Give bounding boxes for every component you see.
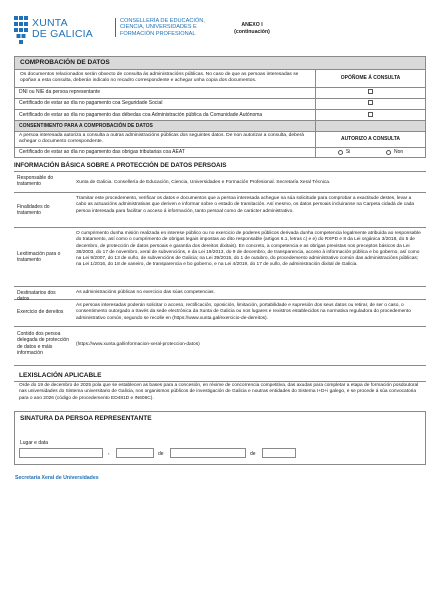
legislation-text: Orde do 19 de decembro de 2025 pola que se establecen as bases para a concesión, en réxime de concorrencia competitiva, das axudas para completar a etapa de formación posdoutoral nas universidades do Sistema universitario de Galicia, nos organismos públicos de investigación de Galicia e noutras entidades do Sistema I+D+i galego, e se procede á súa convocatoria para o ano 2026 (código de procedemento ED481D e IN606C). xyxy=(19,383,419,401)
day-field[interactable] xyxy=(116,448,154,458)
section-title: COMPROBACIÓN DE DATOS xyxy=(15,57,425,69)
oppose-checkbox[interactable] xyxy=(368,112,373,117)
place-date-label: Lugar e data xyxy=(20,440,49,446)
logo-line-1: XUNTA xyxy=(32,17,68,29)
dept-line: CONSELLERÍA DE EDUCACIÓN, xyxy=(120,18,205,24)
xunta-logo xyxy=(14,16,109,44)
oppose-header: OPÓÑOME Á CONSULTA xyxy=(315,70,425,86)
de-separator: de xyxy=(250,451,256,457)
de-separator: de xyxy=(158,451,164,457)
oppose-checkbox[interactable] xyxy=(368,100,373,105)
year-field[interactable] xyxy=(262,448,296,458)
privacy-row-text: Tramitar este procedemento, verificar os datos e documentos que a persoa interesada achegue na súa solicitude para comprobar a exactitude destes, levar a cabo as actuacións administrativas que deriven e informar sobre o estado de tramitación. Así mesmo, os datos persoais incluiranse na Carpeta cidadá de cada persoa interesada para facilitar o acceso á información, tanto persoal como de carácter administrativo. xyxy=(76,196,415,214)
privacy-title: INFORMACIÓN BÁSICA SOBRE A PROTECCIÓN DE DATOS PERSOAIS xyxy=(14,162,227,169)
place-field[interactable] xyxy=(19,448,103,458)
privacy-row-text: O cumprimento dunha misión realizada en interese público ou no exercicio de poderes públicos derivada dunha competencia legalmente atribuída ao responsable do tratamento, así como o cumprimento de obrigas legais impostas ao dito responsable (artigos 6.1, letras c) e e) do RXPD e 8 da Lei orgánica 3/2018, do 5 de decembro, de protección de datos persoais e garantía dos dereitos dixitais). En concreto, a competencia e as obrigas previstas nos preceptos básicos da Lei 38/2003, do 17 de novembro, xeral de subvencións, e da Lei 19/2013, do 9 de decembro, de transparencia, acceso á información pública e bo goberno, así como na Lei 9/2007, do 13 de xuño, de subvencións de Galicia; na Lei 39/2015, do 1 de outubro, do procedemento administrativo común das administracións públicas; na Lei 1/2016, do 18 de xaneiro, de transparencia e bo goberno, e na Lei 4/2019, do 17 de xullo, de administración dixital de Galicia. xyxy=(76,231,421,268)
consent-item: Certificado de estar ao día no pagamento das obrigas tributarias coa AEAT xyxy=(19,149,185,156)
privacy-row xyxy=(14,288,426,303)
yes-option[interactable] xyxy=(338,149,350,155)
verification-item: Certificado de estar ao día no pagamento das débedas coa Administración pública da Comunidade Autónoma xyxy=(19,111,263,118)
privacy-row-text: Xunta de Galicia. Consellería de Educación, Ciencia, Universidades e Formación Profesional. Secretaría Xeral Técnica. xyxy=(76,180,331,185)
legislation-section xyxy=(14,371,426,406)
privacy-row-text: As administracións públicas no exercicio das súas competencias. xyxy=(76,290,215,295)
no-label: Non xyxy=(393,149,404,156)
yes-label: Si xyxy=(345,149,351,156)
dept-line: CIENCIA, UNIVERSIDADES E xyxy=(120,24,197,31)
yes-radio[interactable] xyxy=(338,150,343,155)
authorize-header: AUTORIZO A CONSULTA xyxy=(315,132,425,147)
annex-subtitle: (continuación) xyxy=(234,29,270,35)
logo-line-2: DE GALICIA xyxy=(32,28,93,40)
privacy-row-label: Lexitimación para o tratamento xyxy=(17,251,61,264)
document-header xyxy=(14,14,426,54)
privacy-row xyxy=(14,173,426,193)
verification-intro: Os documentos relacionados serán obxecto de consulta ás administracións públicas. No caso de que as persoas interesadas se opoñan a esta consulta, deberán indicalo no recadro correspondente e achegar unha copia dos documentos. xyxy=(20,72,299,84)
consent-text: A persoa interesada autoriza a consulta a outras administracións públicas dos seguintes datos. De non autorizar a consulta, deberá achegar o documento correspondente. xyxy=(19,133,304,145)
privacy-row xyxy=(14,229,426,287)
signature-title: SINATURA DA PERSOA REPRESENTANTE xyxy=(20,415,152,422)
annex-title: ANEXO I xyxy=(241,22,263,28)
privacy-row xyxy=(14,301,426,327)
consent-title: CONSENTIMENTO PARA A COMPROBACIÓN DE DATOS xyxy=(19,122,153,129)
data-verification-section xyxy=(14,56,426,158)
annex-label xyxy=(220,22,284,36)
privacy-row xyxy=(14,328,426,366)
privacy-row-label: Destinatarios dos datos xyxy=(17,290,56,303)
department-name xyxy=(115,18,227,37)
privacy-row xyxy=(14,194,426,228)
dept-line: FORMACIÓN PROFESIONAL xyxy=(120,30,196,37)
no-option[interactable] xyxy=(386,149,403,155)
privacy-row-label: Exercicio de dereitos xyxy=(17,309,64,315)
privacy-row-text: (https://www.xunta.gal/informacion-xeral-proteccion-datos) xyxy=(76,342,200,347)
privacy-row-text: As persoas interesadas poderán solicitar o acceso, rectificación, oposición, limitación, portabilidade e supresión dos seus datos ou retirar, de ser o caso, o consentimento outorgado a través da sede electrónica da Xunta de Galicia ou nos lugares e rexistros establecidos na normativa reguladora do procedemento administrativo común, segundo se recolle en (https://www.xunta.gal/exercicio-de-dereitos). xyxy=(76,303,411,321)
xunta-emblem-icon xyxy=(14,16,28,44)
verification-item: Certificado de estar ao día no pagamento coa Seguridade Social xyxy=(19,100,163,107)
no-radio[interactable] xyxy=(386,150,391,155)
month-field[interactable] xyxy=(170,448,246,458)
oppose-checkbox[interactable] xyxy=(368,89,373,94)
privacy-row-label: Contido dos persoa delegada de protección de datos e máis información xyxy=(17,331,69,356)
privacy-row-label: Finalidades do tratamento xyxy=(17,204,50,217)
footer-text: Secretaría Xeral de Universidades xyxy=(15,475,99,481)
comma-separator: , xyxy=(108,450,110,456)
verification-item: DNI ou NIE da persoa representante xyxy=(19,89,101,96)
legislation-title: LEXISLACIÓN APLICABLE xyxy=(14,371,426,382)
divider xyxy=(14,171,426,172)
privacy-row-label: Responsable do tratamento xyxy=(17,175,54,188)
